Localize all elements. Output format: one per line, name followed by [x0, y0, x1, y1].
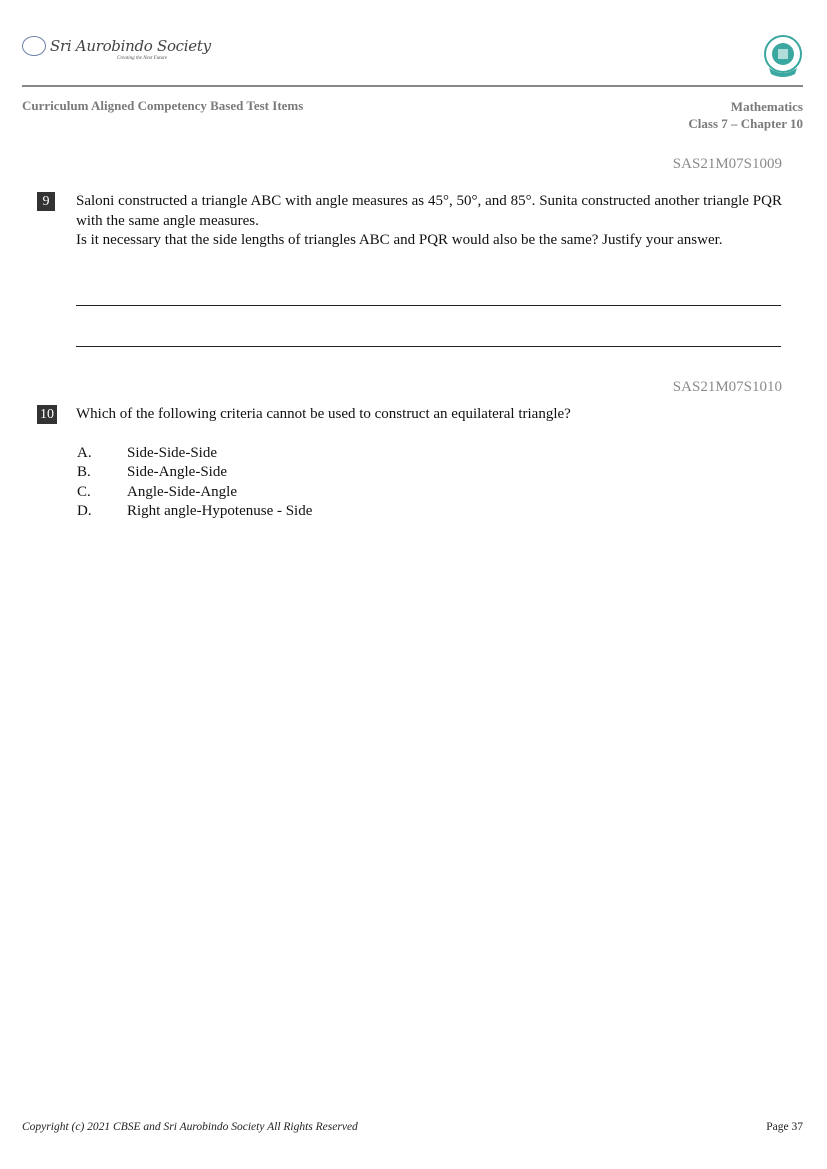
- answer-line[interactable]: [76, 345, 781, 347]
- option-letter: B.: [77, 464, 91, 480]
- option-text: Side-Side-Side: [127, 445, 217, 461]
- question-code: SAS21M07S1010: [672, 379, 782, 395]
- subject-info: [688, 98, 803, 132]
- header-divider: [22, 85, 803, 87]
- logo-text: Sri Aurobindo Society: [50, 37, 211, 55]
- question-text: Which of the following criteria cannot be used to construct an equilateral triangle?: [76, 406, 571, 422]
- option-text: Angle-Side-Angle: [127, 484, 237, 500]
- option-text: Side-Angle-Side: [127, 464, 227, 480]
- sri-aurobindo-society-logo: [22, 36, 211, 61]
- question-code: SAS21M07S1009: [672, 156, 782, 172]
- option-a[interactable]: [77, 445, 217, 462]
- cbse-seal-icon: [763, 34, 803, 78]
- question-text: [76, 192, 782, 251]
- option-letter: D.: [77, 503, 92, 519]
- question-number: 10: [37, 405, 57, 424]
- page-number: Page 37: [766, 1121, 803, 1133]
- logo-tagline: Creating the Next Future: [117, 56, 168, 61]
- copyright: Copyright (c) 2021 CBSE and Sri Aurobindo Society All Rights Reserved: [22, 1121, 358, 1133]
- question-text-line: Saloni constructed a triangle ABC with angle measures as 45°, 50°, and 85°. Sunita constructed another triangle PQR with the same angle measures.: [76, 193, 782, 229]
- option-text: Right angle-Hypotenuse - Side: [127, 503, 313, 519]
- option-c[interactable]: [77, 484, 237, 501]
- option-b[interactable]: [77, 464, 227, 481]
- option-letter: C.: [77, 484, 91, 500]
- option-letter: A.: [77, 445, 92, 461]
- answer-line[interactable]: [76, 304, 781, 306]
- option-d[interactable]: [77, 503, 312, 520]
- globe-icon: [22, 36, 46, 56]
- subject: Mathematics: [730, 99, 803, 114]
- question-text-line: Is it necessary that the side lengths of triangles ABC and PQR would also be the same? Justify your answer.: [76, 232, 723, 248]
- class-chapter: Class 7 – Chapter 10: [688, 116, 803, 131]
- question-number: 9: [37, 192, 55, 211]
- document-title: Curriculum Aligned Competency Based Test Items: [22, 98, 304, 113]
